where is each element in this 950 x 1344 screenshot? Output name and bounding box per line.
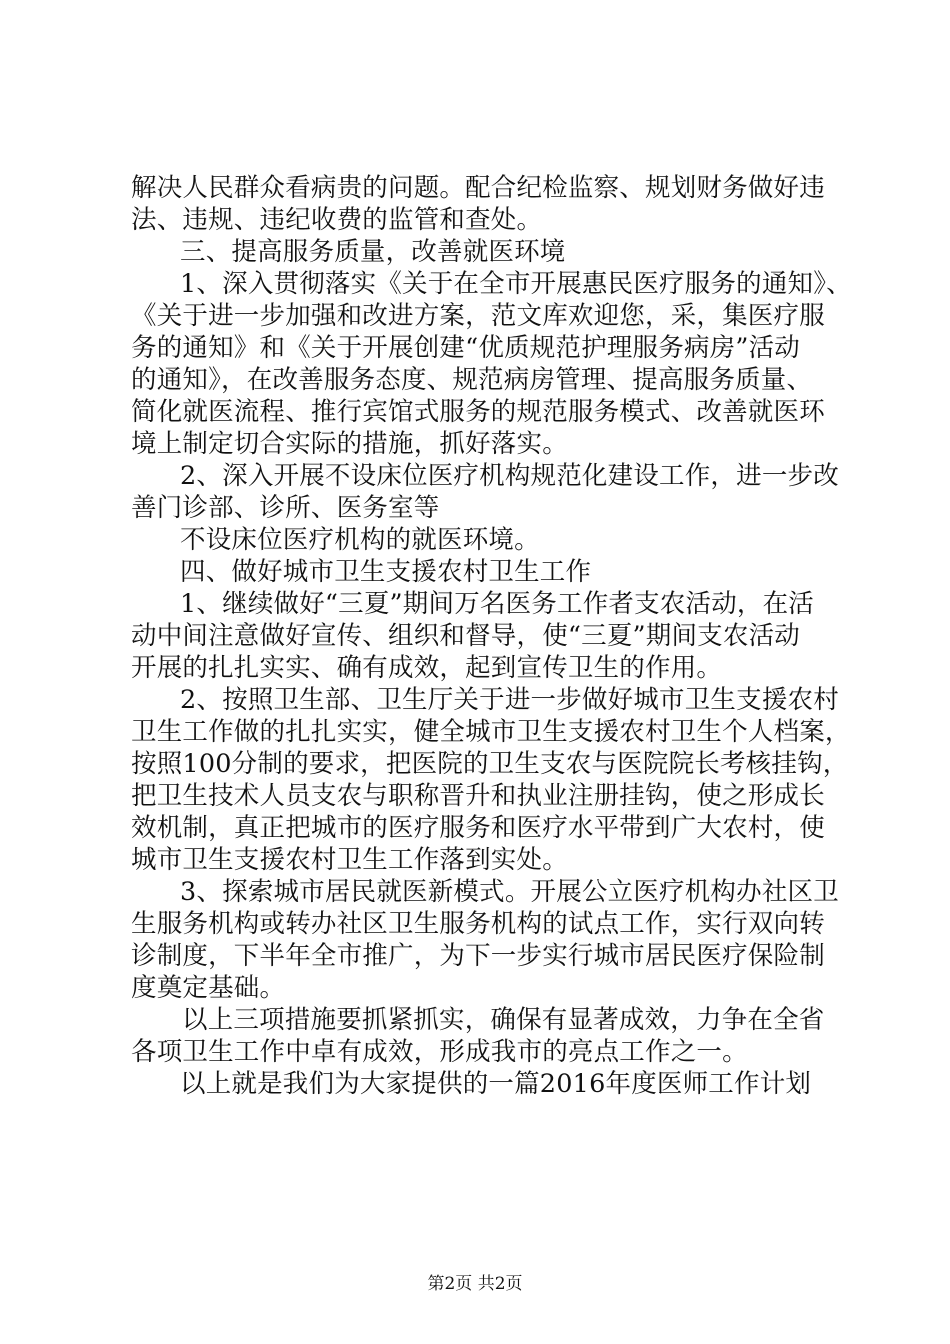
text-line: 简化就医流程、推行宾馆式服务的规范服务模式、改善就医环 bbox=[131, 397, 825, 427]
page-number-footer: 第2页 共2页 bbox=[427, 1274, 523, 1294]
text-line: 《关于进一步加强和改进方案，范文库欢迎您，采，集医疗服 bbox=[131, 301, 825, 331]
text-line: 2、按照卫生部、卫生厅关于进一步做好城市卫生支援农村 bbox=[180, 685, 839, 715]
section-heading: 三、提高服务质量，改善就医环境 bbox=[180, 237, 566, 267]
text-line: 动中间注意做好宣传、组织和督导，使“三夏”期间支农活动 bbox=[131, 621, 800, 651]
text-line: 的通知》，在改善服务态度、规范病房管理、提高服务质量、 bbox=[131, 365, 813, 395]
text-line: 不设床位医疗机构的就医环境。 bbox=[180, 525, 540, 555]
text-line: 境上制定切合实际的措施，抓好落实。 bbox=[131, 429, 568, 459]
text-line: 法、违规、违纪收费的监管和查处。 bbox=[131, 205, 543, 235]
text-line: 卫生工作做的扎扎实实，健全城市卫生支援农村卫生个人档案， bbox=[131, 717, 851, 747]
text-line: 城市卫生支援农村卫生工作落到实处。 bbox=[131, 845, 568, 875]
text-line: 1、继续做好“三夏”期间万名医务工作者支农活动，在活 bbox=[180, 589, 814, 619]
text-line: 把卫生技术人员支农与职称晋升和执业注册挂钩，使之形成长 bbox=[131, 781, 825, 811]
text-line: 以上就是我们为大家提供的一篇2016年度医师工作计划 bbox=[180, 1069, 812, 1099]
text-line: 按照100分制的要求，把医院的卫生支农与医院院长考核挂钩， bbox=[131, 749, 849, 779]
text-line: 3、探索城市居民就医新模式。开展公立医疗机构办社区卫 bbox=[180, 877, 839, 907]
text-line: 诊制度，下半年全市推广，为下一步实行城市居民医疗保险制 bbox=[131, 941, 825, 971]
text-line: 善门诊部、诊所、医务室等 bbox=[131, 493, 440, 523]
text-line: 解决人民群众看病贵的问题。配合纪检监察、规划财务做好违 bbox=[131, 173, 825, 203]
section-heading: 四、做好城市卫生支援农村卫生工作 bbox=[180, 557, 592, 587]
text-line: 各项卫生工作中卓有成效，形成我市的亮点工作之一。 bbox=[131, 1037, 748, 1067]
text-line: 2、深入开展不设床位医疗机构规范化建设工作，进一步改 bbox=[180, 461, 839, 491]
text-line: 务的通知》和《关于开展创建“优质规范护理服务病房”活动 bbox=[131, 333, 800, 363]
text-line: 开展的扎扎实实、确有成效，起到宣传卫生的作用。 bbox=[131, 653, 723, 683]
text-line: 度奠定基础。 bbox=[131, 973, 286, 1003]
text-line: 效机制，真正把城市的医疗服务和医疗水平带到广大农村，使 bbox=[131, 813, 825, 843]
text-line: 生服务机构或转办社区卫生服务机构的试点工作，实行双向转 bbox=[131, 909, 825, 939]
text-line: 1、深入贯彻落实《关于在全市开展惠民医疗服务的通知》、 bbox=[180, 269, 852, 299]
text-line: 以上三项措施要抓紧抓实，确保有显著成效，力争在全省 bbox=[182, 1005, 825, 1035]
